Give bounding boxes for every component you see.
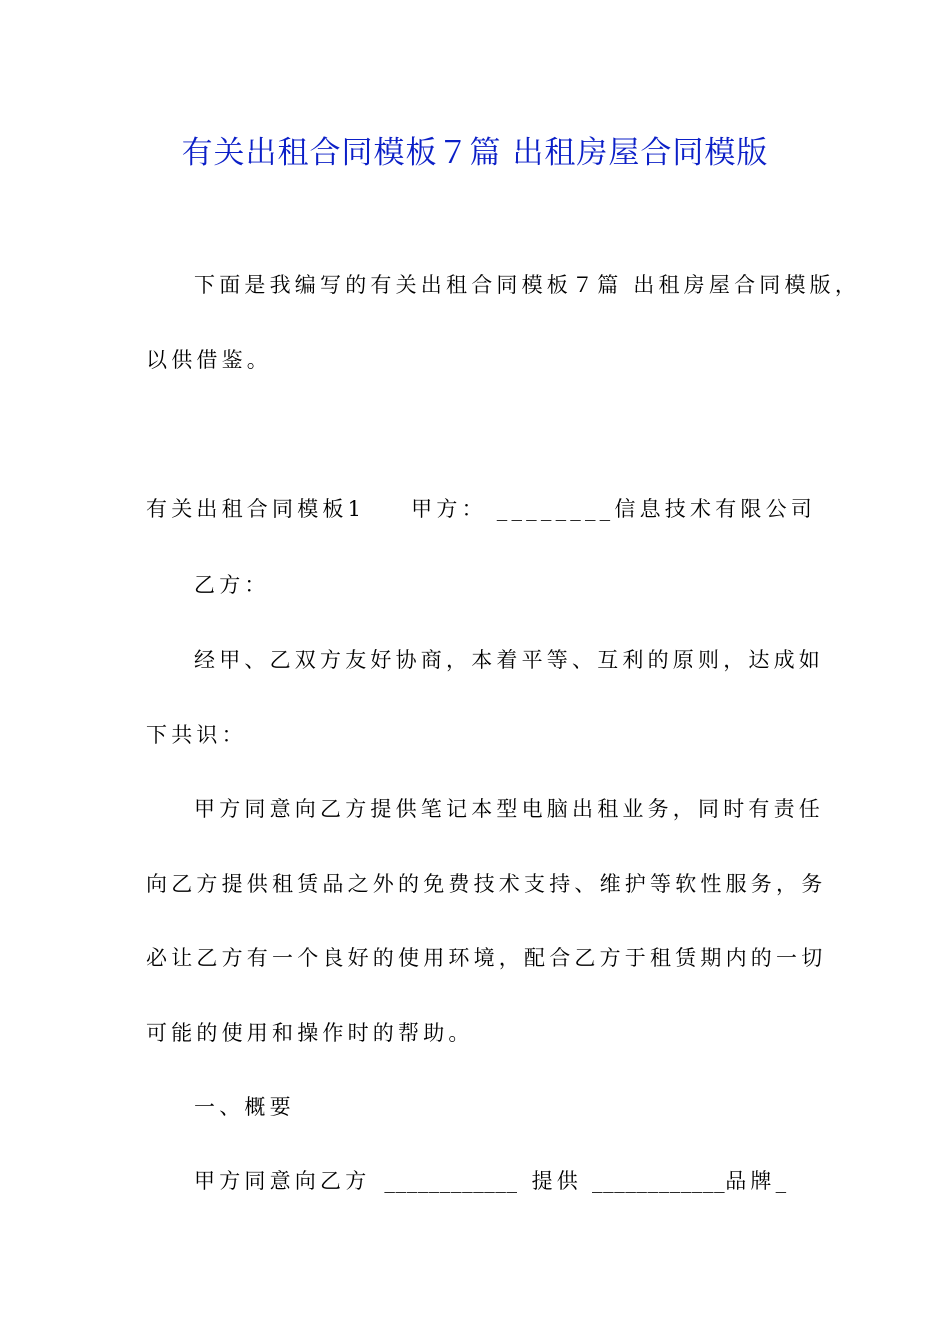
intro-paragraph-line-2: 以供借鉴。 — [146, 348, 272, 372]
overview-blank-3: _ — [775, 1169, 791, 1193]
consensus-paragraph-line-2: 下共识： — [146, 723, 247, 747]
overview-heading: 一、概要 — [194, 1095, 295, 1119]
service-paragraph-line-2: 向乙方提供租赁品之外的免费技术支持、维护等软性服务，务 — [146, 872, 827, 896]
party-a-blank: ________ — [496, 497, 615, 521]
overview-blank-1: ____________ — [384, 1169, 518, 1193]
overview-text-1: 甲方同意向乙方 — [194, 1169, 371, 1193]
section-heading-row — [146, 494, 816, 524]
consensus-paragraph-line-1: 经甲、乙双方友好协商，本着平等、互利的原则，达成如 — [194, 648, 824, 672]
party-a-company: 信息技术有限公司 — [614, 497, 816, 521]
intro-paragraph-line-1: 下面是我编写的有关出租合同模板７篇 出租房屋合同模版， — [194, 273, 861, 297]
service-paragraph-line-3: 必让乙方有一个良好的使用环境，配合乙方于租赁期内的一切 — [146, 946, 827, 970]
overview-text-3: 品牌 — [725, 1169, 776, 1193]
document-title: 有关出租合同模板７篇 出租房屋合同模版 — [181, 135, 769, 171]
party-b-label: 乙方： — [194, 573, 270, 597]
overview-paragraph-line-1 — [194, 1166, 790, 1196]
party-a-label: 甲方： — [411, 497, 487, 521]
overview-blank-2: ____________ — [592, 1169, 726, 1193]
service-paragraph-line-1: 甲方同意向乙方提供笔记本型电脑出租业务，同时有责任 — [194, 797, 824, 821]
overview-text-2: 提供 — [531, 1169, 583, 1193]
section-heading: 有关出租合同模板1 — [146, 497, 366, 521]
service-paragraph-line-4: 可能的使用和操作时的帮助。 — [146, 1021, 474, 1045]
